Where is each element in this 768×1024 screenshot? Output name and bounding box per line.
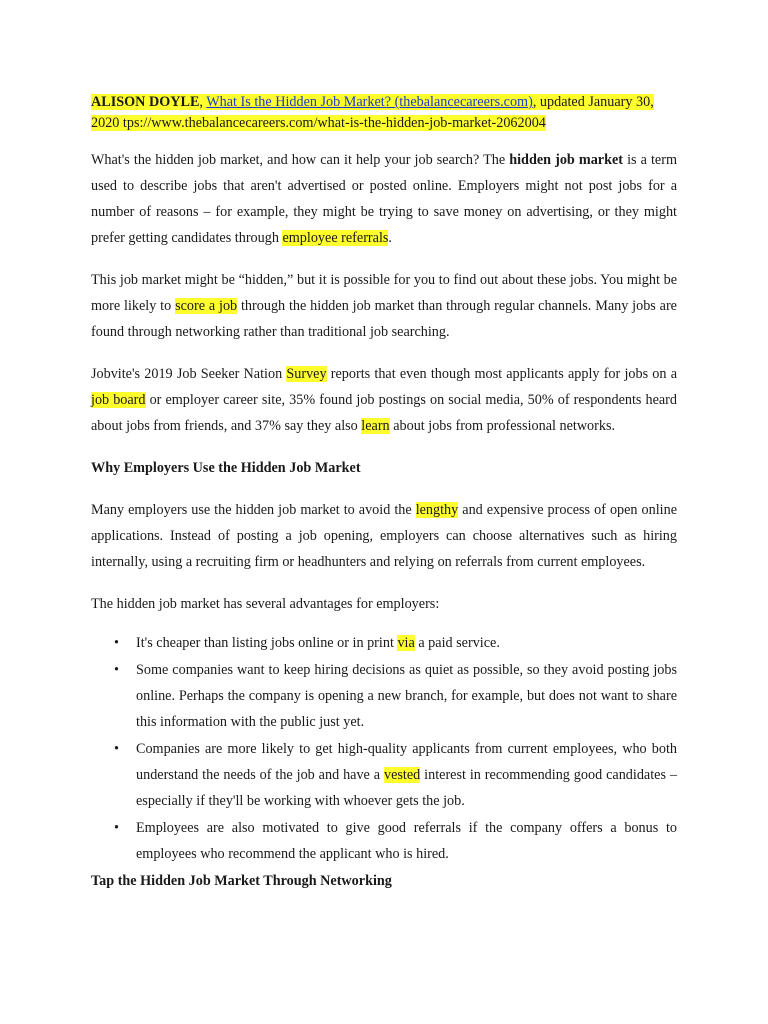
highlight-job-board: job board bbox=[91, 392, 146, 408]
bullet-glyph: • bbox=[114, 820, 119, 836]
text-run: about jobs from professional networks. bbox=[389, 418, 616, 434]
text-run: or employer career site, 35% found job postings on social media, 50% of respondents heard about jobs from friends, and 37% say they also bbox=[91, 392, 677, 434]
text-run: a paid service. bbox=[414, 635, 500, 651]
text-run: Companies are more likely to get high-quality applicants from current employees, who both understand the needs of the job and have a bbox=[136, 741, 677, 783]
paragraph-jobvite-survey bbox=[91, 361, 677, 439]
list-item bbox=[91, 736, 677, 814]
highlight-score-a-job: score a job bbox=[175, 298, 238, 314]
highlight-via: via bbox=[397, 635, 415, 651]
citation-highlight bbox=[91, 94, 654, 131]
highlight-lengthy: lengthy bbox=[415, 502, 459, 518]
list-item bbox=[91, 657, 677, 735]
section-heading-why-employers: Why Employers Use the Hidden Job Market bbox=[91, 460, 361, 476]
citation-title-link[interactable]: What Is the Hidden Job Market? (thebalancecareers.com) bbox=[206, 94, 533, 110]
text-run: Many employers use the hidden job market to avoid the bbox=[91, 502, 416, 518]
citation-author: ALISON DOYLE bbox=[91, 94, 200, 110]
paragraph-intro bbox=[91, 147, 677, 251]
paragraph-avoid-process bbox=[91, 497, 677, 575]
bullet-glyph: • bbox=[114, 635, 119, 651]
highlight-survey: Survey bbox=[286, 366, 327, 382]
text-run: through the hidden job market than through regular channels. Many jobs are found through networking rather than traditional job searching. bbox=[91, 298, 677, 340]
citation-separator: , bbox=[199, 94, 207, 110]
citation bbox=[91, 92, 677, 134]
document-page bbox=[91, 92, 677, 910]
list-item bbox=[91, 630, 677, 656]
highlight-vested: vested bbox=[384, 767, 421, 783]
text-run: . bbox=[388, 230, 392, 246]
bold-term-hidden-job-market: hidden job market bbox=[509, 152, 623, 168]
text-run: interest in recommending good candidates – especially if they'll be working with whoever gets the job. bbox=[136, 767, 677, 809]
text-run: is a term used to describe jobs that aren't advertised or posted online. Employers might not post jobs for a number of reasons – for example, they might be trying to save money on advertising, or they might prefer getting candidates through bbox=[91, 152, 677, 246]
text-run: and expensive process of open online applications. Instead of posting a job opening, employers can choose alternatives such as hiring internally, using a recruiting firm or headhunters and relying on referrals from current employees. bbox=[91, 502, 677, 570]
advantages-list bbox=[91, 630, 677, 867]
highlight-employee-referrals: employee referrals bbox=[282, 230, 389, 246]
text-run: This job market might be “hidden,” but it is possible for you to find out about these jobs. You might be more likely to bbox=[91, 272, 677, 314]
text-run: Jobvite's 2019 Job Seeker Nation bbox=[91, 366, 287, 382]
text-run: What's the hidden job market, and how can it help your job search? The bbox=[91, 152, 510, 168]
bullet-glyph: • bbox=[114, 662, 119, 678]
paragraph-advantages-intro: The hidden job market has several advantages for employers: bbox=[91, 596, 440, 612]
list-item bbox=[91, 815, 677, 867]
highlight-learn: learn bbox=[361, 418, 390, 434]
text-run: It's cheaper than listing jobs online or in print bbox=[136, 635, 398, 651]
bullet-glyph: • bbox=[114, 741, 119, 757]
text-run: Some companies want to keep hiring decisions as quiet as possible, so they avoid posting jobs online. Perhaps the company is opening a new branch, for example, but does not want to share this information with the public just yet. bbox=[136, 662, 677, 730]
text-run: Employees are also motivated to give good referrals if the company offers a bonus to employees who recommend the applicant who is hired. bbox=[136, 820, 677, 862]
paragraph-hidden-market bbox=[91, 267, 677, 345]
section-heading-networking: Tap the Hidden Job Market Through Networking bbox=[91, 873, 392, 889]
text-run: reports that even though most applicants apply for jobs on a bbox=[326, 366, 677, 382]
citation-details: , updated January 30, 2020 tps://www.thebalancecareers.com/what-is-the-hidden-job-market-2062004 bbox=[91, 94, 654, 131]
